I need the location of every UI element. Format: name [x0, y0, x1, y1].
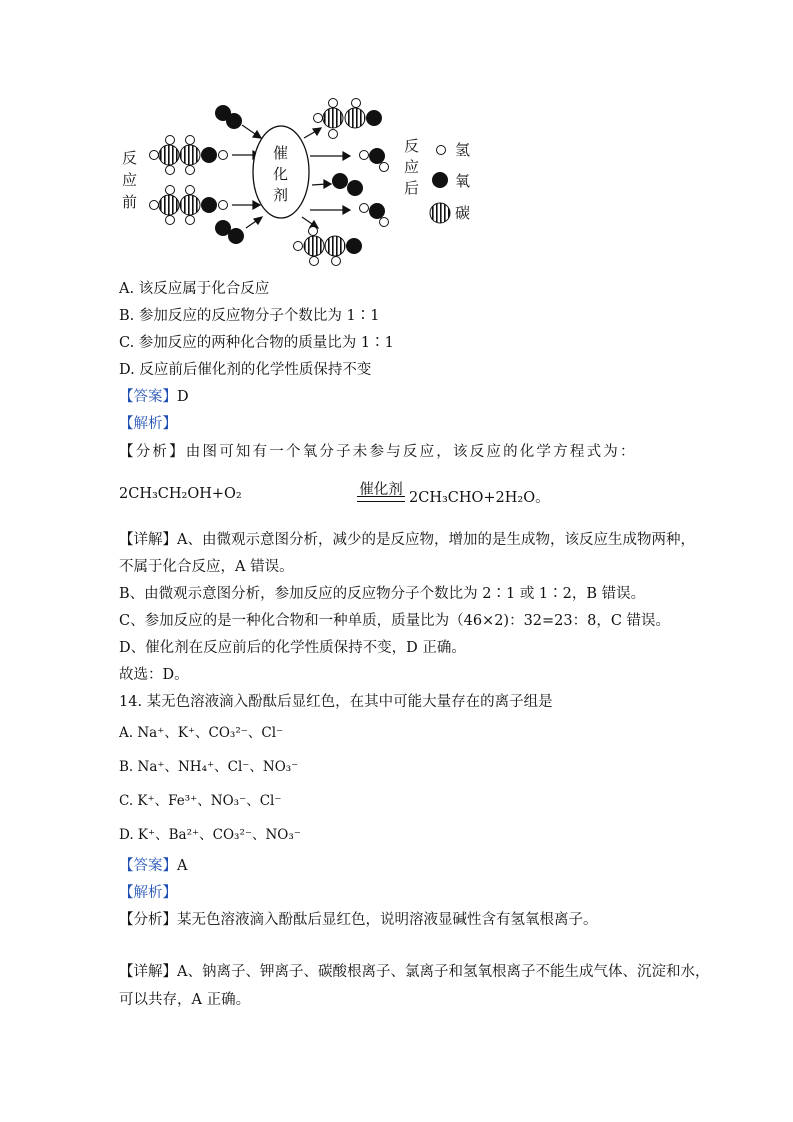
q13-analysis-text: 【分析】由图可知有一个氧分子未参与反应，该反应的化学方程式为：: [119, 444, 637, 460]
answer-tag: 【答案】: [119, 858, 177, 874]
q14-question: 14. 某无色溶液滴入酚酞后显红色，在其中可能大量存在的离子组是: [119, 694, 553, 710]
equation-condition: 催化剂: [359, 482, 403, 498]
q14-detail-line: 可以共存，A 正确。: [119, 992, 251, 1008]
before-char-2: 应: [122, 171, 138, 189]
q14-option-c: C. K⁺、Fe³⁺、NO₃⁻、Cl⁻: [119, 793, 282, 809]
catalyst-char-3: 剂: [273, 186, 289, 204]
after-label: [404, 137, 419, 197]
equation-lhs: 2CH₃CH₂OH+O₂: [119, 486, 242, 502]
q13-option-c: C. 参加反应的两种化合物的质量比为 1∶1: [119, 335, 394, 351]
carbon-legend-icon: [430, 203, 450, 223]
oxygen-molecule: [332, 173, 363, 196]
q13-detail-line: 故选：D。: [119, 667, 189, 683]
answer-value: A: [177, 858, 188, 874]
oxygen-legend-icon: [432, 172, 448, 188]
hydrogen-legend-icon: [437, 146, 446, 155]
catalyst-ellipse: [253, 126, 309, 218]
after-char-3: 后: [404, 179, 420, 197]
q14-option-d: D. K⁺、Ba²⁺、CO₃²⁻、NO₃⁻: [119, 827, 301, 843]
before-label: [122, 149, 137, 211]
ethanol-molecule: [150, 136, 228, 175]
q13-analysis-tag: 【解析】: [119, 416, 177, 432]
q13-detail-line: 【详解】A、由微观示意图分析，减少的是反应物，增加的是生成物，该反应生成物两种，: [119, 532, 695, 548]
after-char-1: 反: [404, 137, 420, 155]
legend-hydrogen: 氢: [455, 141, 471, 159]
catalyst-char-1: 催: [273, 144, 289, 162]
legend-oxygen: 氧: [455, 172, 471, 190]
equation-arrow: [357, 478, 405, 499]
q14-analysis-tag: 【解析】: [119, 885, 177, 901]
q14-answer-line: [119, 856, 187, 876]
q14-option-a: A. Na⁺、K⁺、CO₃²⁻、Cl⁻: [119, 725, 284, 741]
acetaldehyde-molecule: [294, 227, 363, 266]
q13-detail-line: C、参加反应的是一种化合物和一种单质，质量比为（46×2)：32=23：8，C 错误。: [119, 613, 671, 629]
q13-detail-line: D、催化剂在反应前后的化学性质保持不变，D 正确。: [119, 640, 466, 656]
q13-option-a: A. 该反应属于化合反应: [119, 281, 270, 297]
before-char-3: 前: [122, 193, 138, 211]
q13-detail-line: B、由微观示意图分析，参加反应的反应物分子个数比为 2∶1 或 1∶2，B 错误。: [119, 586, 646, 602]
q13-answer-line: [119, 387, 189, 407]
oxygen-molecule: [215, 220, 244, 244]
oxygen-molecule: [215, 105, 242, 129]
catalyst-char-2: 化: [273, 165, 289, 183]
water-molecule: [360, 203, 389, 227]
ethanol-molecule: [150, 186, 228, 225]
q14-detail-line: 【详解】A、钠离子、钾离子、碳酸根离子、氯离子和氢氧根离子不能生成气体、沉淀和水，: [119, 964, 710, 980]
q13-option-b: B. 参加反应的反应物分子个数比为 1∶1: [119, 308, 380, 324]
answer-value: D: [177, 389, 189, 405]
legend: [430, 141, 470, 223]
legend-carbon: 碳: [455, 204, 471, 222]
equation-rhs: 2CH₃CHO+2H₂O。: [409, 490, 550, 506]
reaction-diagram: [0, 0, 793, 275]
q13-detail-line: 不属于化合反应，A 错误。: [119, 559, 294, 575]
answer-tag: 【答案】: [119, 389, 177, 405]
before-char-1: 反: [122, 149, 138, 167]
water-molecule: [360, 148, 389, 172]
after-char-2: 应: [404, 158, 420, 176]
q14-option-b: B. Na⁺、NH₄⁺、Cl⁻、NO₃⁻: [119, 759, 299, 775]
acetaldehyde-molecule: [314, 99, 383, 139]
q13-option-d: D. 反应前后催化剂的化学性质保持不变: [119, 362, 372, 378]
q14-analysis-text: 【分析】某无色溶液滴入酚酞后显红色，说明溶液显碱性含有氢氧根离子。: [119, 912, 598, 928]
